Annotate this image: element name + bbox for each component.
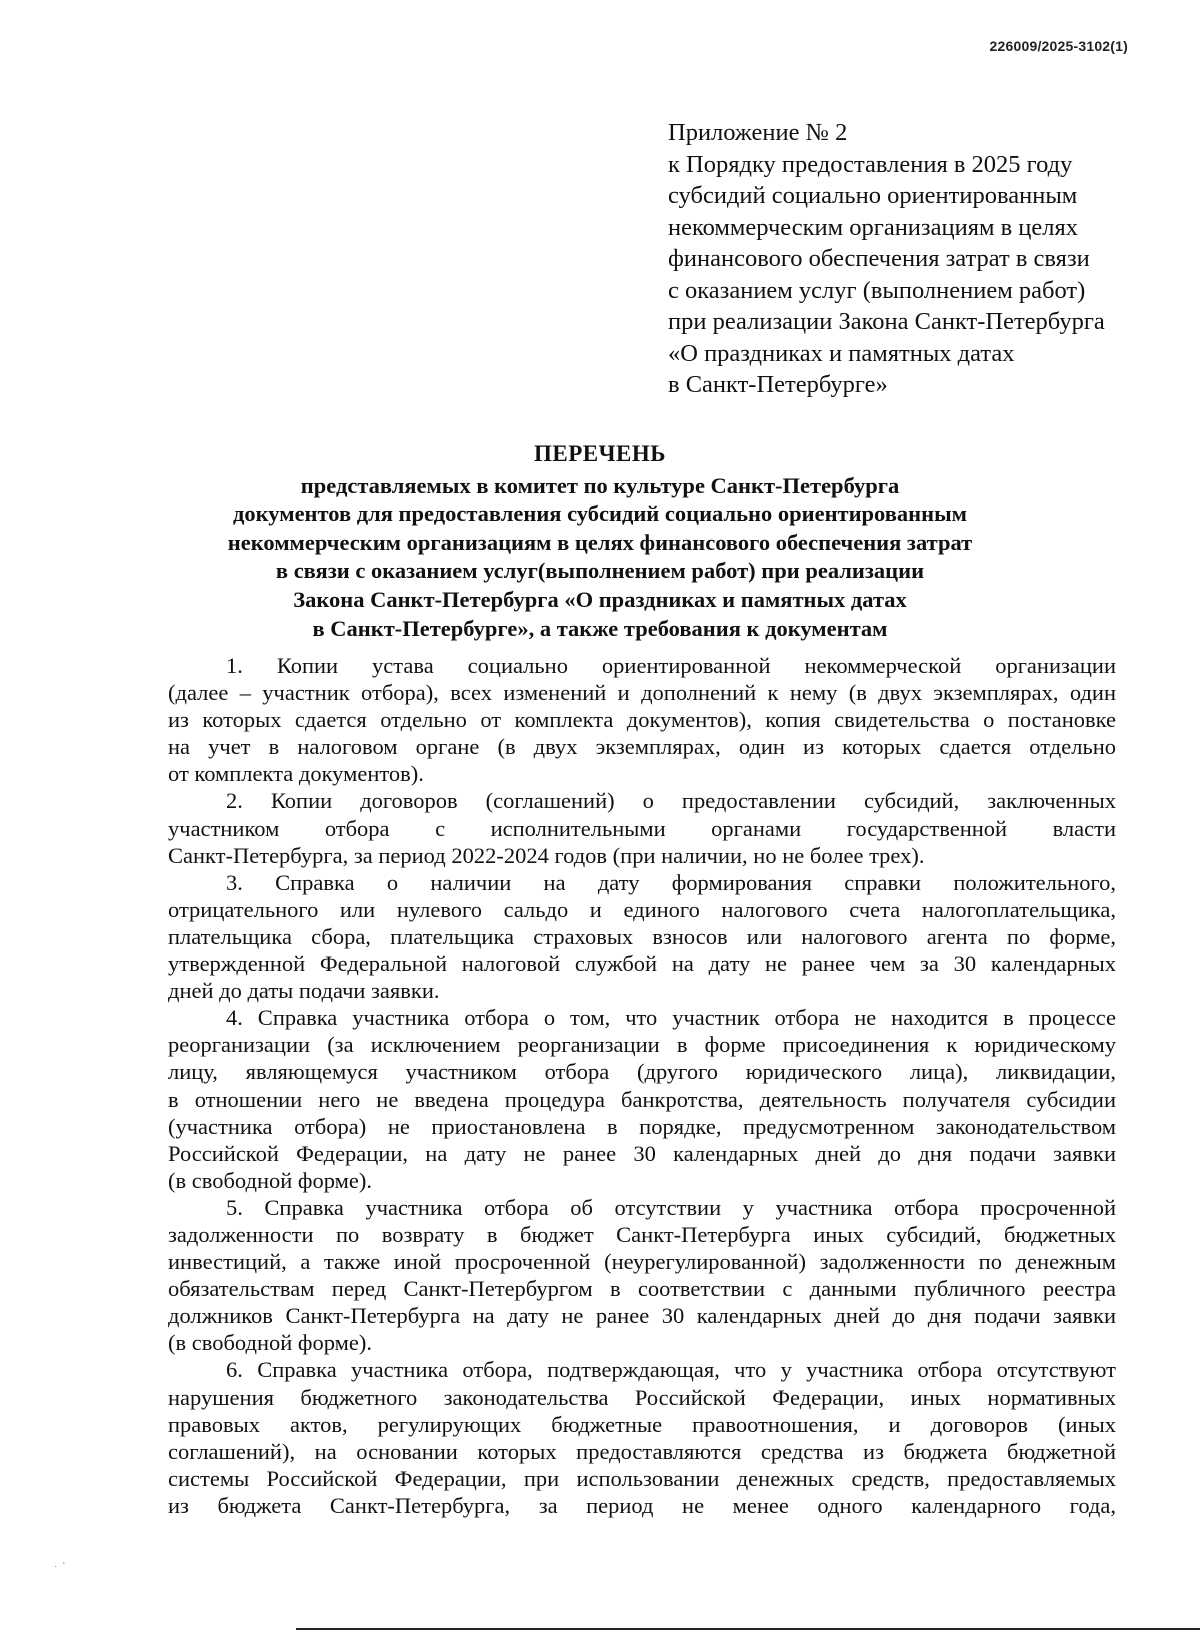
text-line: 1. Копии устава социально ориентированной некоммерческой организации [226,653,1116,678]
list-item-1 [168,652,1116,787]
list-item-6 [168,1356,1116,1519]
text-line: отрицательного или нулевого сальдо и единого налогового счета налогоплательщика, [168,896,1116,922]
text-line: на учет в налоговом органе (в двух экземплярах, один из которых сдается отдельно [168,734,1116,760]
text-line: нарушения бюджетного законодательства Российской Федерации, иных нормативных [168,1384,1116,1410]
text-line: инвестиций, а также иной просроченной (неурегулированной) задолженности по денежным [168,1249,1116,1275]
text-line: должников Санкт-Петербурга на дату не ранее 30 календарных дней до дня подачи заявки [168,1303,1116,1329]
text-line: реорганизации (за исключением реорганизации в форме присоединения к юридическому [168,1032,1116,1058]
text-line: 5. Справка участника отбора об отсутствии у участника отбора просроченной [226,1194,1116,1220]
list-item-2 [168,787,1116,868]
text-line: Российской Федерации, на дату не ранее 30 календарных дней до дня подачи заявки [168,1140,1116,1166]
appendix-header [668,117,1148,401]
appendix-line: при реализации Закона Санкт-Петербурга [668,308,1105,335]
list-item-3 [168,869,1116,1004]
list-item-5 [168,1194,1116,1357]
text-line: в отношении него не введена процедура банкротства, деятельность получателя субсидии [168,1086,1116,1112]
text-line: 6. Справка участника отбора, подтверждающая, что у участника отбора отсутствуют [226,1357,1116,1383]
document-body [168,652,1116,1519]
title-line: представляемых в комитет по культуре Санкт-Петербурга [300,472,900,498]
appendix-line: субсидий социально ориентированным [668,182,1078,209]
list-item-4 [168,1004,1116,1194]
text-line: (участника отбора) не приостановлена в порядке, предусмотренном законодательством [168,1113,1116,1139]
text-line: 3. Справка о наличии на дату формирования справки положительного, [226,869,1116,895]
title-line: в Санкт-Петербурге», а также требования к документам [312,615,888,641]
appendix-line: к Порядку предоставления в 2025 году [668,150,1073,178]
title-heading: ПЕРЕЧЕНЬ [534,441,666,466]
title-line: Закона Санкт-Петербурга «О праздниках и памятных датах [293,586,907,612]
text-line: задолженности по возврату в бюджет Санкт-Петербурга иных субсидий, бюджетных [168,1221,1116,1247]
text-line: из которых сдается отдельно от комплекта документов), копия свидетельства о постановке [168,707,1116,733]
text-line: дней до даты подачи заявки. [168,978,440,1004]
appendix-line: «О праздниках и памятных датах [668,339,1015,367]
appendix-line: финансового обеспечения затрат в связи [668,245,1090,272]
text-line: правовых актов, регулирующих бюджетные правоотношения, и договоров (иных [168,1411,1116,1437]
text-line: участником отбора с исполнительными органами государственной власти [168,815,1116,841]
title-line: в связи с оказанием услуг(выполнением работ) при реализации [275,558,925,584]
text-line: (в свободной форме). [168,1330,372,1356]
text-line: лицу, являющемуся участником отбора (другого юридического лица), ликвидации, [168,1059,1116,1085]
text-line: (далее – участник отбора), всех изменений и дополнений к нему (в двух экземплярах, один [168,680,1116,706]
scan-artifact: · ' [54,1561,65,1572]
document-title [0,440,1200,643]
text-line: соглашений), на основании которых предоставляются средства из бюджета бюджетной [168,1438,1116,1464]
title-line: некоммерческим организациям в целях финансового обеспечения затрат [227,529,973,555]
text-line: системы Российской Федерации, при использовании денежных средств, предоставляемых [168,1465,1116,1491]
text-line: утвержденной Федеральной налоговой службой на дату не ранее чем за 30 календарных [168,951,1116,977]
text-line: (в свободной форме). [168,1167,372,1193]
text-line: от комплекта документов). [168,761,424,787]
text-line: Санкт-Петербурга, за период 2022-2024 годов (при наличии, но не более трех). [168,842,925,868]
text-line: из бюджета Санкт-Петербурга, за период не менее одного календарного года, [168,1492,1116,1518]
text-line: 4. Справка участника отбора о том, что участник отбора не находится в процессе [226,1005,1116,1031]
text-line: обязательствам перед Санкт-Петербургом в соответствии с данными публичного реестра [168,1276,1116,1302]
title-line: документов для предоставления субсидий социально ориентированным [233,501,967,527]
appendix-line: с оказанием услуг (выполнением работ) [668,276,1086,304]
appendix-line: Приложение № 2 [668,119,848,146]
document-registration-number: 226009/2025-3102(1) [989,38,1128,54]
appendix-line: некоммерческим организациям в целях [668,213,1079,241]
text-line: плательщика сбора, плательщика страховых взносов или налогового агента по форме, [168,923,1116,949]
appendix-line: в Санкт-Петербурге» [668,371,888,398]
scan-bottom-edge [296,1628,1200,1630]
text-line: 2. Копии договоров (соглашений) о предоставлении субсидий, заключенных [226,788,1116,814]
